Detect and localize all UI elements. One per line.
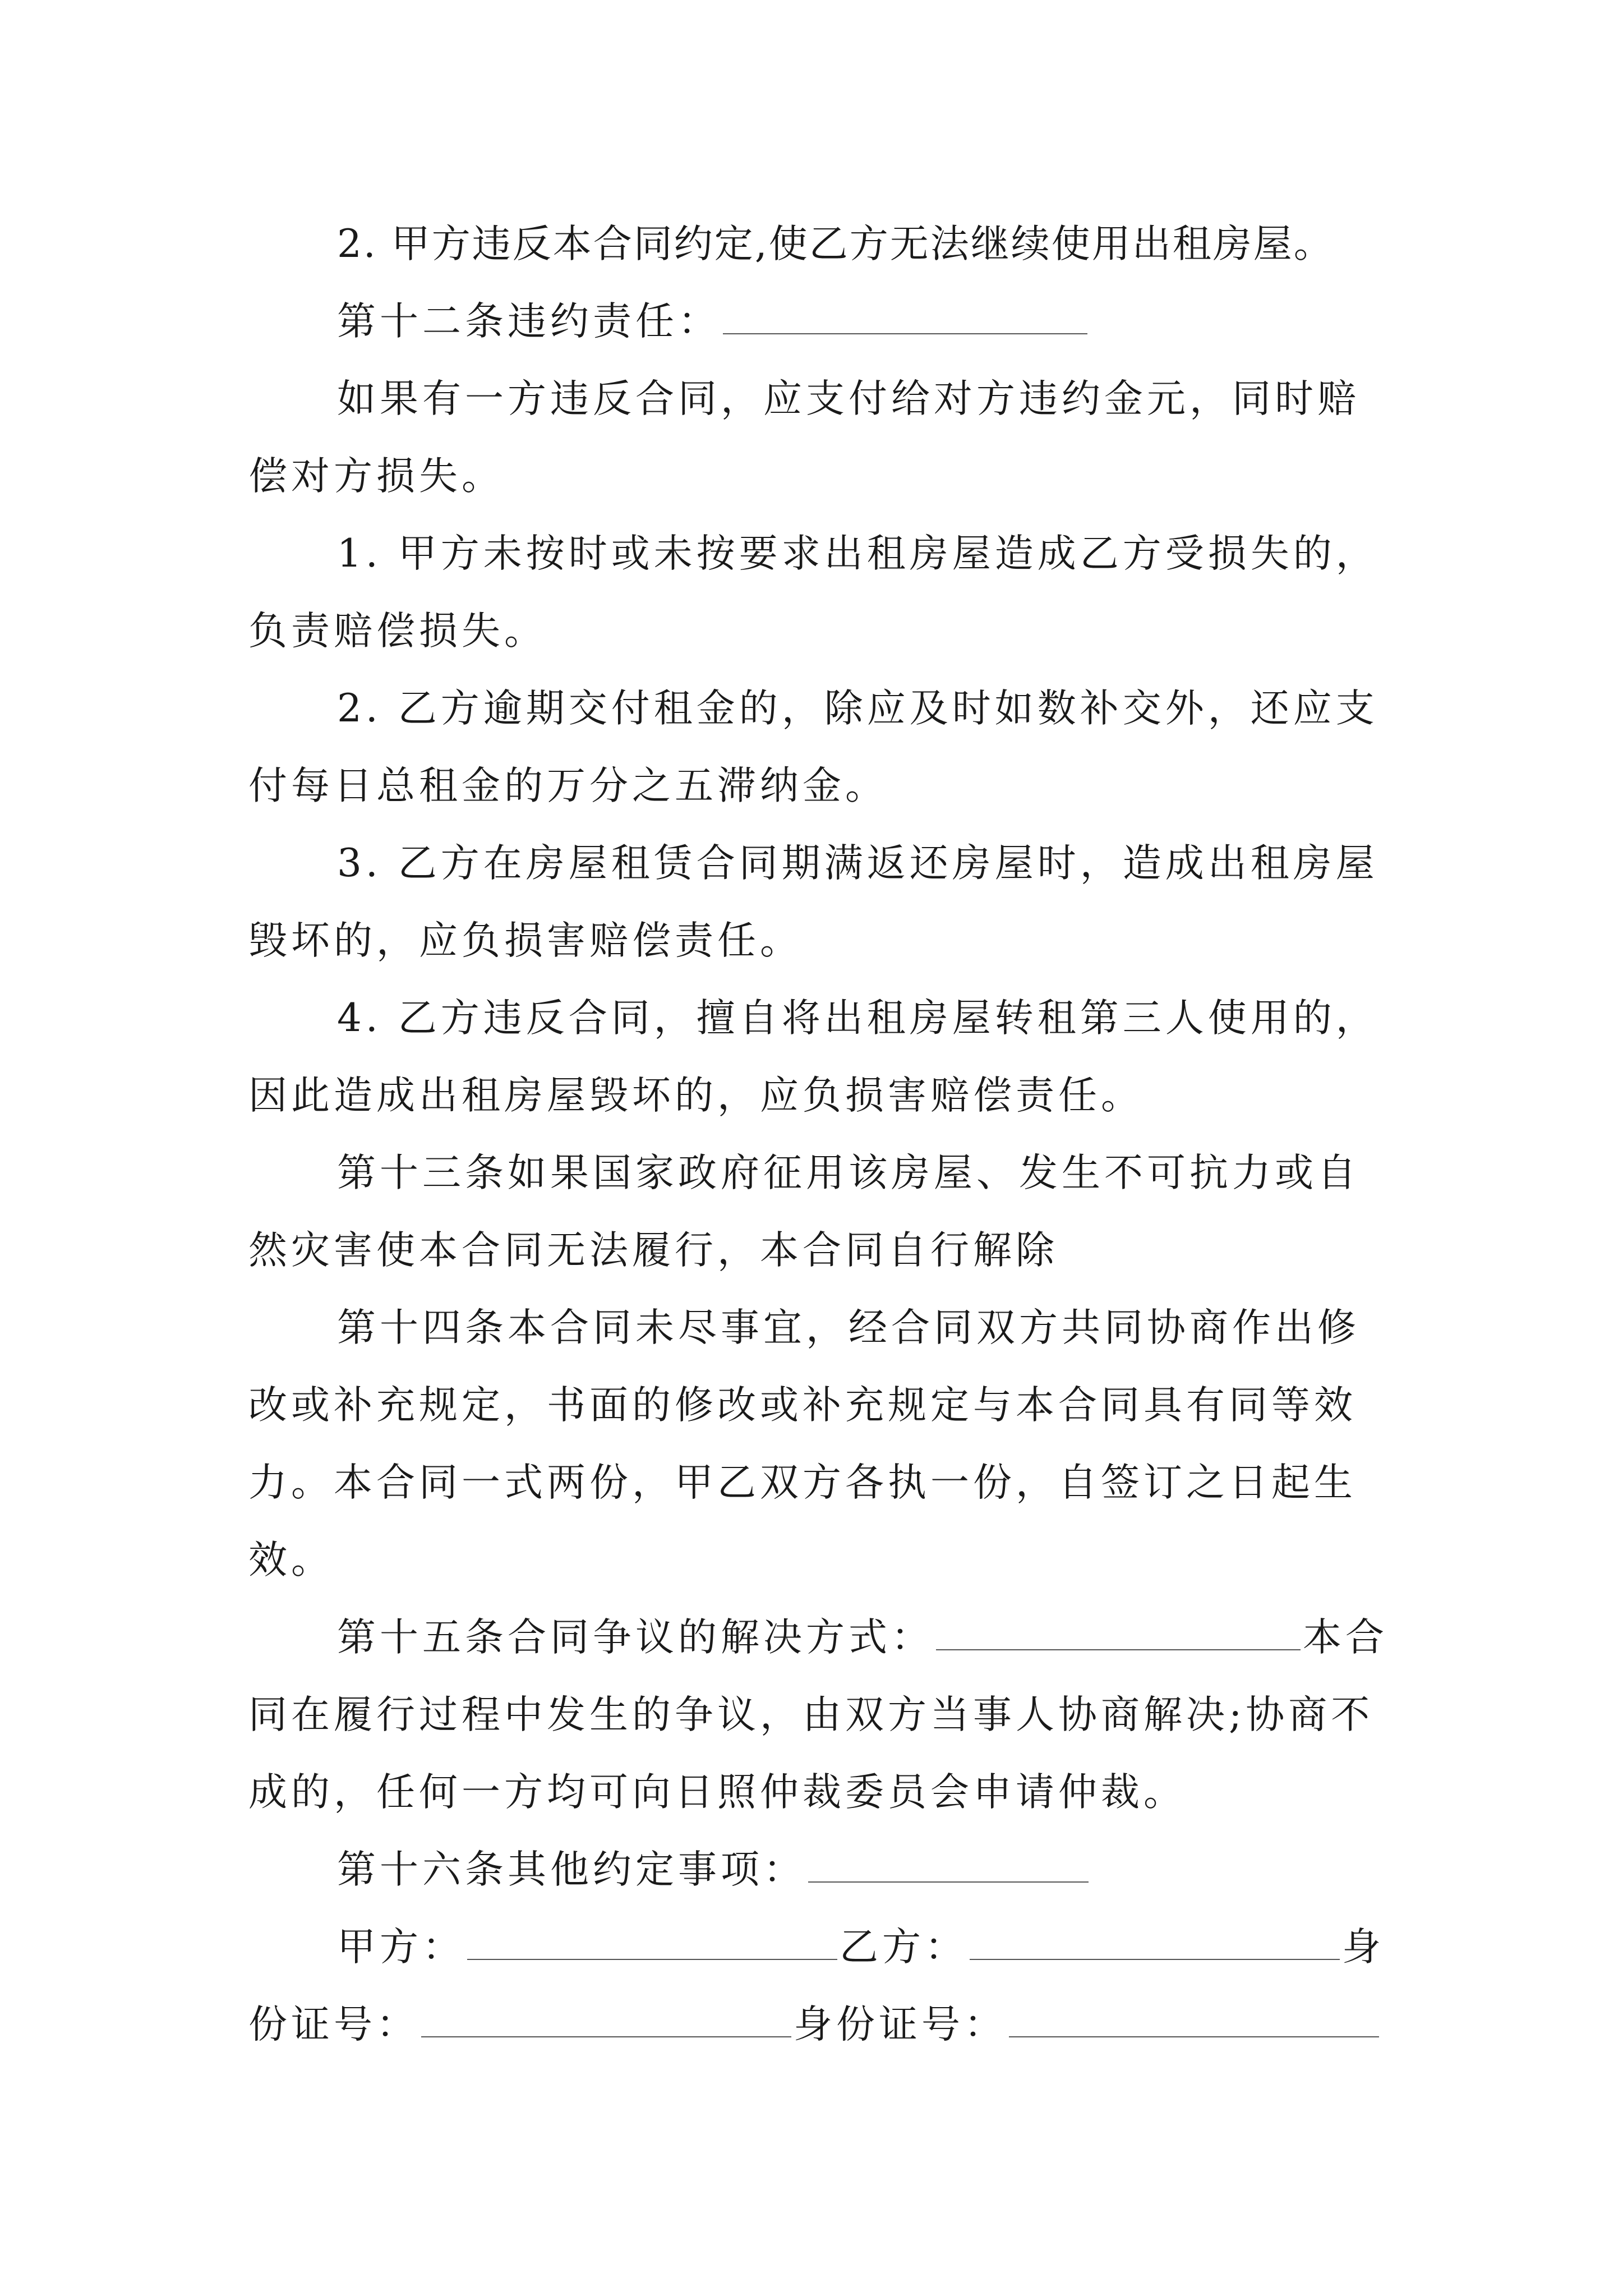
article-15-label: 第十五条合同争议的解决方式：	[337, 1615, 934, 1660]
blank-dispute-method-field[interactable]	[936, 1616, 1301, 1650]
paragraph-clause-1: 1. 甲方未按时或未按要求出租房屋造成乙方受损失的，负责赔偿损失。	[248, 531, 1378, 654]
party-a-label: 甲方：	[337, 1925, 465, 1970]
paragraph-signatures	[248, 1908, 1398, 2063]
blank-party-b-field[interactable]	[970, 1925, 1340, 1960]
blank-liability-field[interactable]	[723, 300, 1087, 334]
paragraph-article-15	[248, 1599, 1398, 1831]
article-15-body: 本合同在履行过程中发生的争议，由双方当事人协商解决;协商不成的，任何一方均可向日照仲裁委员会申请仲裁。	[248, 1615, 1388, 1815]
paragraph-penalty: 如果有一方违反合同，应支付给对方违约金元，同时赔偿对方损失。	[248, 376, 1360, 499]
blank-other-matters-field[interactable]	[808, 1848, 1089, 1883]
party-b-label: 乙方：	[840, 1925, 967, 1970]
paragraph-article-14: 第十四条本合同未尽事宜，经合同双方共同协商作出修改或补充规定，书面的修改或补充规定与本合同具有同等效力。本合同一式两份，甲乙双方各执一份，自签订之日起生效。	[248, 1305, 1360, 1582]
document-body	[248, 205, 1398, 2063]
article-12-label: 第十二条违约责任：	[337, 299, 721, 344]
paragraph-article-12-heading	[248, 283, 1398, 360]
paragraph-clause-3: 3. 乙方在房屋租赁合同期满返还房屋时，造成出租房屋毁坏的，应负损害赔偿责任。	[248, 841, 1378, 963]
paragraph-clause-2: 2. 乙方逾期交付租金的，除应及时如数补交外，还应支付每日总租金的万分之五滞纳金。	[248, 686, 1378, 808]
party-a-id-label: 身份证号：	[248, 1925, 1385, 2047]
article-16-label: 第十六条其他约定事项：	[337, 1847, 806, 1892]
party-b-id-label: 身份证号：	[794, 2002, 1007, 2047]
paragraph-article-13: 第十三条如果国家政府征用该房屋、发生不可抗力或自然灾害使本合同无法履行，本合同自行解除	[248, 1151, 1360, 1273]
paragraph-article-16	[248, 1831, 1398, 1908]
paragraph-clause-4: 4. 乙方违反合同，擅自将出租房屋转租第三人使用的，因此造成出租房屋毁坏的，应负损害赔偿责任。	[248, 996, 1378, 1118]
blank-party-b-id-field[interactable]	[1009, 2003, 1379, 2037]
paragraph-landlord-breach: 2. 甲方违反本合同约定,使乙方无法继续使用出租房屋。	[337, 222, 1334, 266]
blank-party-a-id-field[interactable]	[421, 2003, 791, 2037]
blank-party-a-field[interactable]	[467, 1925, 837, 1960]
